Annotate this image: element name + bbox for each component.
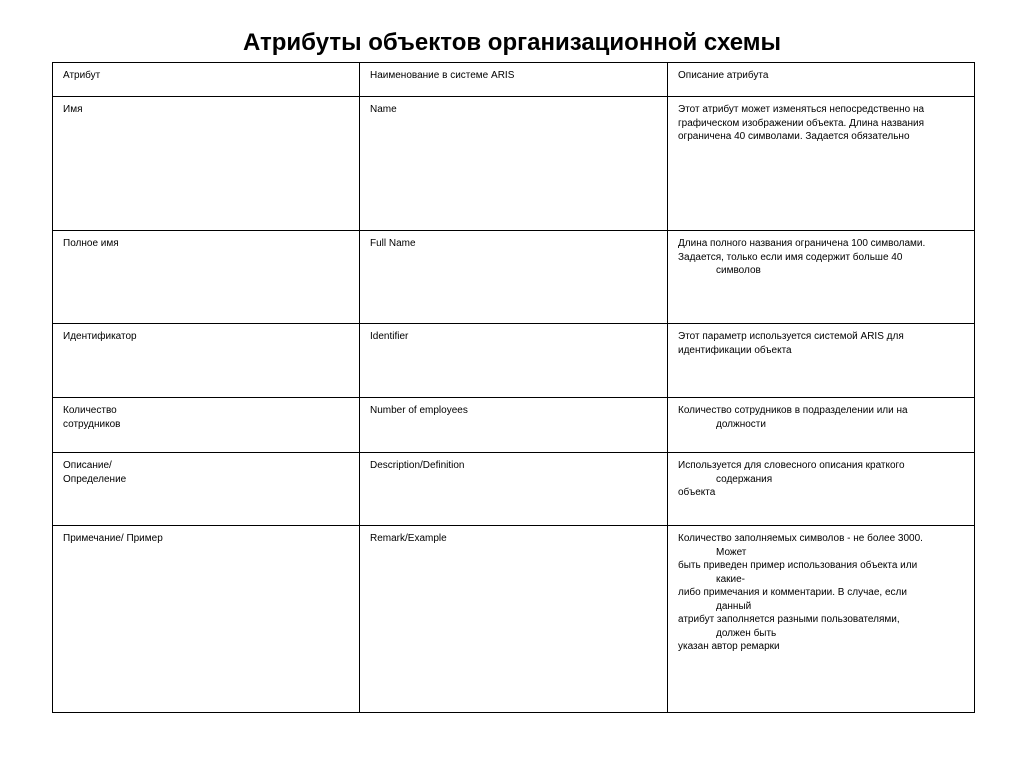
attribute-cell (53, 526, 360, 713)
description-cell (668, 398, 975, 453)
description-cell (668, 97, 975, 231)
header-description: Описание атрибута (668, 63, 975, 97)
attribute-line: Полное имя (63, 238, 119, 249)
attribute-line: Описание/ (63, 460, 112, 471)
description-line: Задается, только если имя содержит больше 40 (678, 251, 903, 263)
attribute-line: Количество (63, 405, 117, 416)
attribute-line: Идентификатор (63, 331, 137, 342)
table-row (53, 324, 975, 398)
attribute-cell (53, 231, 360, 324)
aris-name-cell: Remark/Example (360, 526, 668, 713)
description-line: Количество сотрудников в подразделении или на (678, 405, 908, 416)
description-line: данный (716, 600, 752, 612)
description-line: быть приведен пример использования объекта или (678, 560, 918, 571)
description-line: ограничена 40 символами. Задается обязательно (678, 131, 910, 142)
table-row (53, 97, 975, 231)
page-title: Атрибуты объектов организационной схемы (243, 29, 781, 56)
attribute-cell (53, 324, 360, 398)
description-line: Количество заполняемых символов - не более 3000. (678, 533, 923, 544)
description-line: символов (716, 265, 761, 276)
attribute-cell (53, 398, 360, 453)
table-row (53, 231, 975, 324)
description-line: Этот атрибут может изменяться непосредственно на (678, 104, 925, 115)
attribute-line: Примечание/ Пример (63, 533, 163, 544)
description-line: объекта (678, 487, 716, 498)
attribute-cell (53, 453, 360, 526)
table-row (53, 398, 975, 453)
attribute-line: Имя (63, 104, 83, 115)
description-line: атрибут заполняется разными пользователями, (678, 614, 900, 625)
table-row (53, 453, 975, 526)
aris-name-cell: Description/Definition (360, 453, 668, 526)
aris-name-cell: Identifier (360, 324, 668, 398)
description-cell (668, 526, 975, 713)
attributes-table (52, 62, 975, 713)
attribute-line: сотрудников (63, 418, 121, 430)
header-aris-name: Наименование в системе ARIS (360, 63, 668, 97)
description-line: либо примечания и комментарии. В случае, если (678, 587, 907, 598)
attribute-cell (53, 97, 360, 231)
header-attribute: Атрибут (53, 63, 360, 97)
description-line: Может (716, 546, 747, 558)
description-line: какие- (716, 573, 746, 585)
description-line: Длина полного названия ограничена 100 символами. (678, 238, 926, 249)
description-line: должности (716, 418, 766, 430)
aris-name-cell: Full Name (360, 231, 668, 324)
attribute-line: Определение (63, 473, 127, 485)
description-line: Используется для словесного описания краткого (678, 460, 905, 471)
description-line: графическом изображении объекта. Длина названия (678, 117, 924, 129)
description-line: идентификации объекта (678, 344, 792, 356)
table-row (53, 526, 975, 713)
description-line: Этот параметр используется системой ARIS для (678, 331, 904, 342)
description-line: должен быть (716, 627, 777, 639)
aris-name-cell: Name (360, 97, 668, 231)
description-cell (668, 231, 975, 324)
description-cell (668, 453, 975, 526)
table-header-row (53, 63, 975, 97)
description-line: содержания (716, 473, 773, 485)
description-cell (668, 324, 975, 398)
aris-name-cell: Number of employees (360, 398, 668, 453)
description-line: указан автор ремарки (678, 641, 780, 652)
